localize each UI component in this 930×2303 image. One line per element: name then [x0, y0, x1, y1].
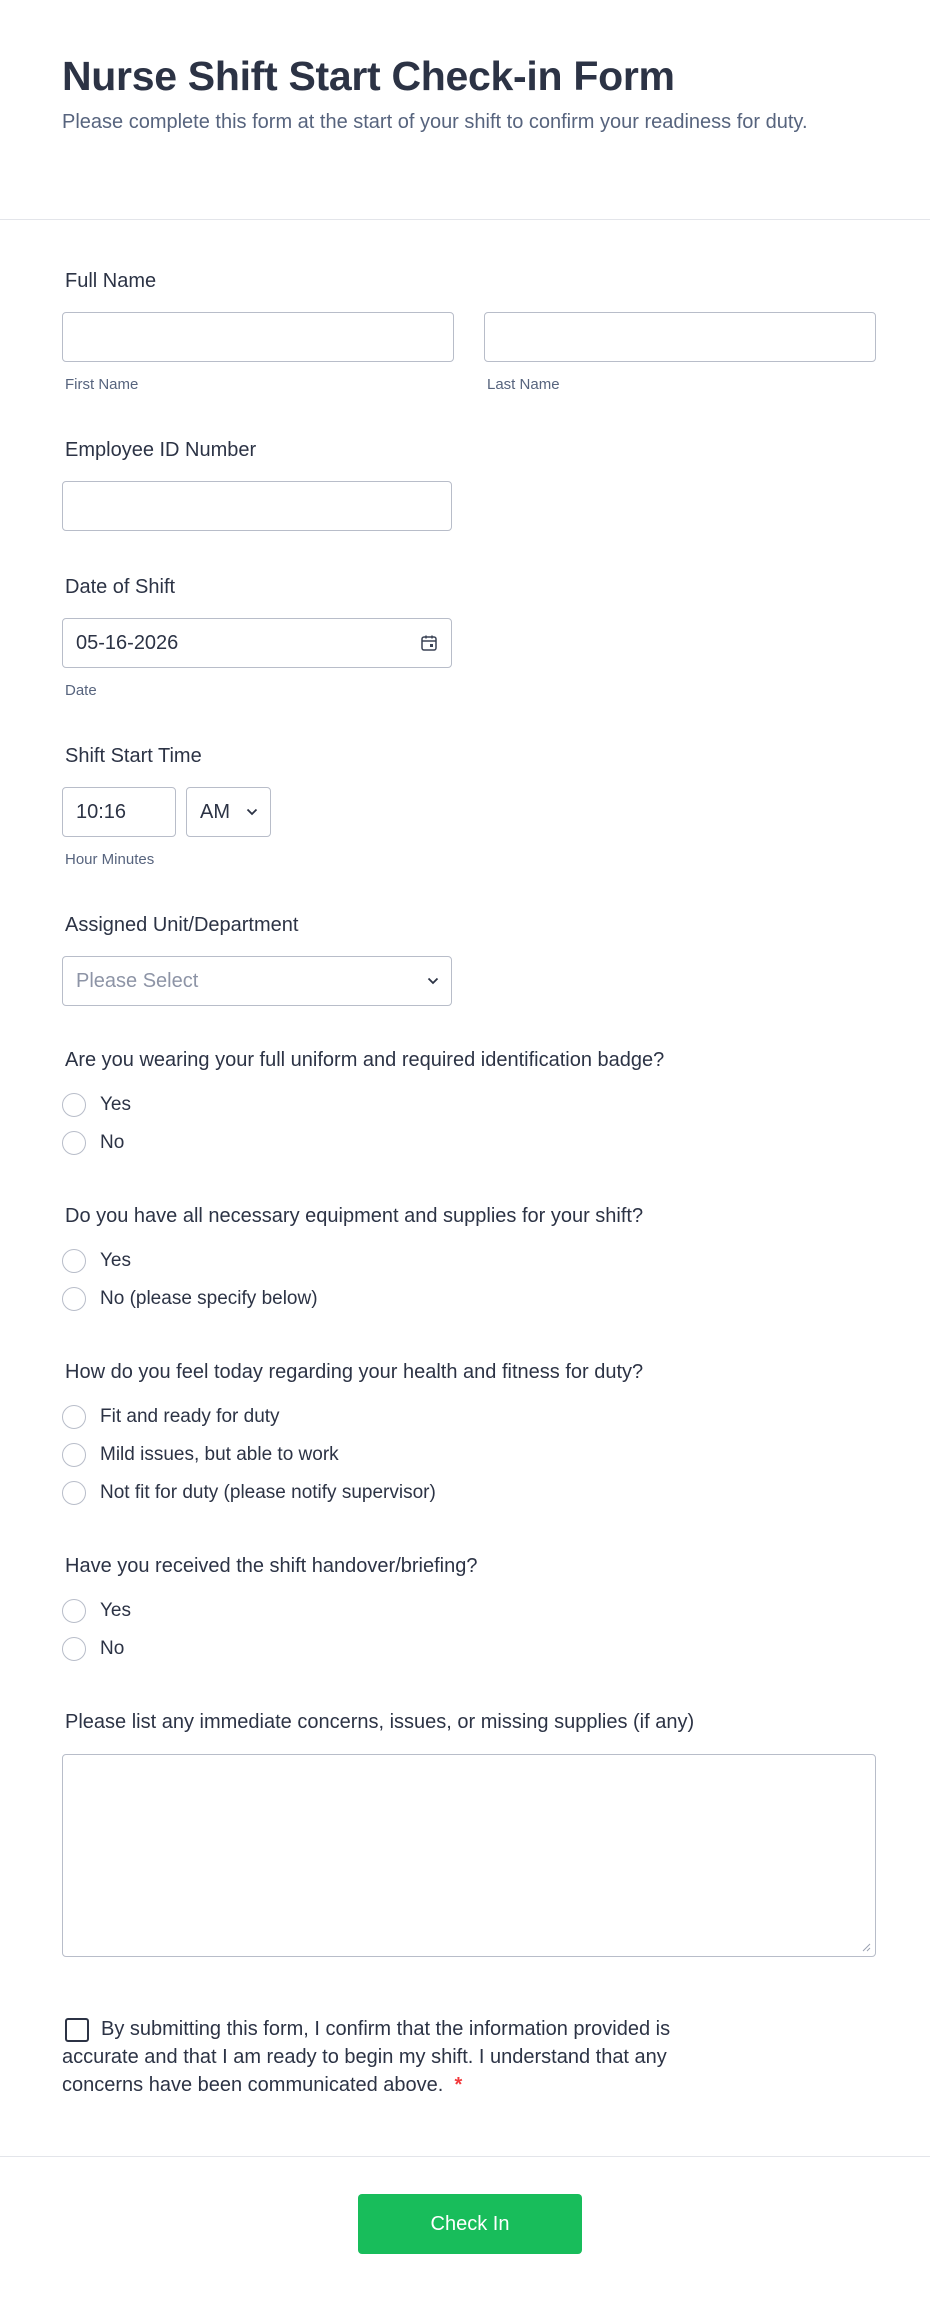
employee-id-input[interactable]: [62, 481, 452, 531]
shift-date-sublabel: Date: [65, 682, 97, 699]
radio-label: Yes: [100, 1600, 131, 1621]
form-header: [0, 0, 930, 220]
unit-placeholder: Please Select: [76, 970, 199, 992]
radio-label: Not fit for duty (please notify supervisor): [100, 1482, 436, 1503]
radio-button[interactable]: [62, 1637, 86, 1661]
radio-label: Mild issues, but able to work: [100, 1444, 339, 1465]
radio-label: Yes: [100, 1250, 131, 1271]
equipment-option-no[interactable]: [62, 1285, 318, 1313]
employee-id-label: Employee ID Number: [65, 439, 257, 461]
ampm-value: AM: [200, 801, 230, 823]
last-name-input[interactable]: [484, 312, 876, 362]
confirmation-text: [62, 2015, 762, 2099]
radio-button[interactable]: [62, 1093, 86, 1117]
radio-button[interactable]: [62, 1481, 86, 1505]
confirmation-line-3: [62, 2071, 762, 2099]
handover-question: Have you received the shift handover/briefing?: [65, 1555, 478, 1577]
radio-button[interactable]: [62, 1599, 86, 1623]
equipment-option-yes[interactable]: [62, 1247, 131, 1275]
uniform-option-yes[interactable]: [62, 1091, 131, 1119]
shift-date-input[interactable]: [62, 618, 452, 668]
shift-time-sublabel: Hour Minutes: [65, 851, 155, 868]
uniform-option-no[interactable]: [62, 1129, 124, 1157]
radio-label: No: [100, 1132, 125, 1153]
calendar-icon[interactable]: [420, 634, 438, 652]
radio-button[interactable]: [62, 1405, 86, 1429]
shift-time-input[interactable]: [62, 787, 176, 837]
radio-label: Yes: [100, 1094, 131, 1115]
confirmation-line-1: By submitting this form, I confirm that the information provided is: [101, 2018, 671, 2040]
health-option-fit[interactable]: [62, 1403, 280, 1431]
radio-button[interactable]: [62, 1287, 86, 1311]
radio-button[interactable]: [62, 1249, 86, 1273]
shift-time-value: 10:16: [76, 801, 127, 823]
equipment-question: Do you have all necessary equipment and supplies for your shift?: [65, 1205, 644, 1227]
chevron-down-icon: [246, 807, 258, 817]
radio-button[interactable]: [62, 1443, 86, 1467]
confirmation-line-3-text: concerns have been communicated above.: [62, 2074, 444, 2096]
check-in-button[interactable]: Check In: [358, 2194, 582, 2254]
ampm-select[interactable]: [186, 787, 271, 837]
first-name-input[interactable]: [62, 312, 454, 362]
health-option-mild[interactable]: [62, 1441, 339, 1469]
handover-option-no[interactable]: [62, 1635, 124, 1663]
last-name-sublabel: Last Name: [487, 376, 560, 393]
health-question: How do you feel today regarding your health and fitness for duty?: [65, 1361, 644, 1383]
full-name-label: Full Name: [65, 270, 157, 292]
radio-label: Fit and ready for duty: [100, 1406, 280, 1427]
concerns-textarea[interactable]: [62, 1754, 876, 1957]
shift-date-value: 05-16-2026: [76, 632, 179, 654]
health-option-not-fit[interactable]: [62, 1479, 436, 1507]
resize-handle-icon[interactable]: [861, 1942, 871, 1952]
unit-select[interactable]: [62, 956, 452, 1006]
shift-date-label: Date of Shift: [65, 576, 176, 598]
radio-button[interactable]: [62, 1131, 86, 1155]
form-description: Please complete this form at the start of your shift to confirm your readiness for duty.: [62, 111, 808, 133]
confirmation-line-2: accurate and that I am ready to begin my shift. I understand that any: [62, 2046, 667, 2068]
required-asterisk: *: [454, 2074, 463, 2096]
first-name-sublabel: First Name: [65, 376, 139, 393]
form-title: Nurse Shift Start Check-in Form: [62, 53, 675, 99]
uniform-question: Are you wearing your full uniform and required identification badge?: [65, 1049, 665, 1071]
radio-label: No: [100, 1638, 125, 1659]
radio-label: No (please specify below): [100, 1288, 318, 1309]
concerns-label: Please list any immediate concerns, issues, or missing supplies (if any): [65, 1711, 695, 1733]
chevron-down-icon: [427, 976, 439, 986]
footer-divider: [0, 2156, 930, 2157]
shift-time-label: Shift Start Time: [65, 745, 202, 767]
unit-label: Assigned Unit/Department: [65, 914, 299, 936]
handover-option-yes[interactable]: [62, 1597, 131, 1625]
